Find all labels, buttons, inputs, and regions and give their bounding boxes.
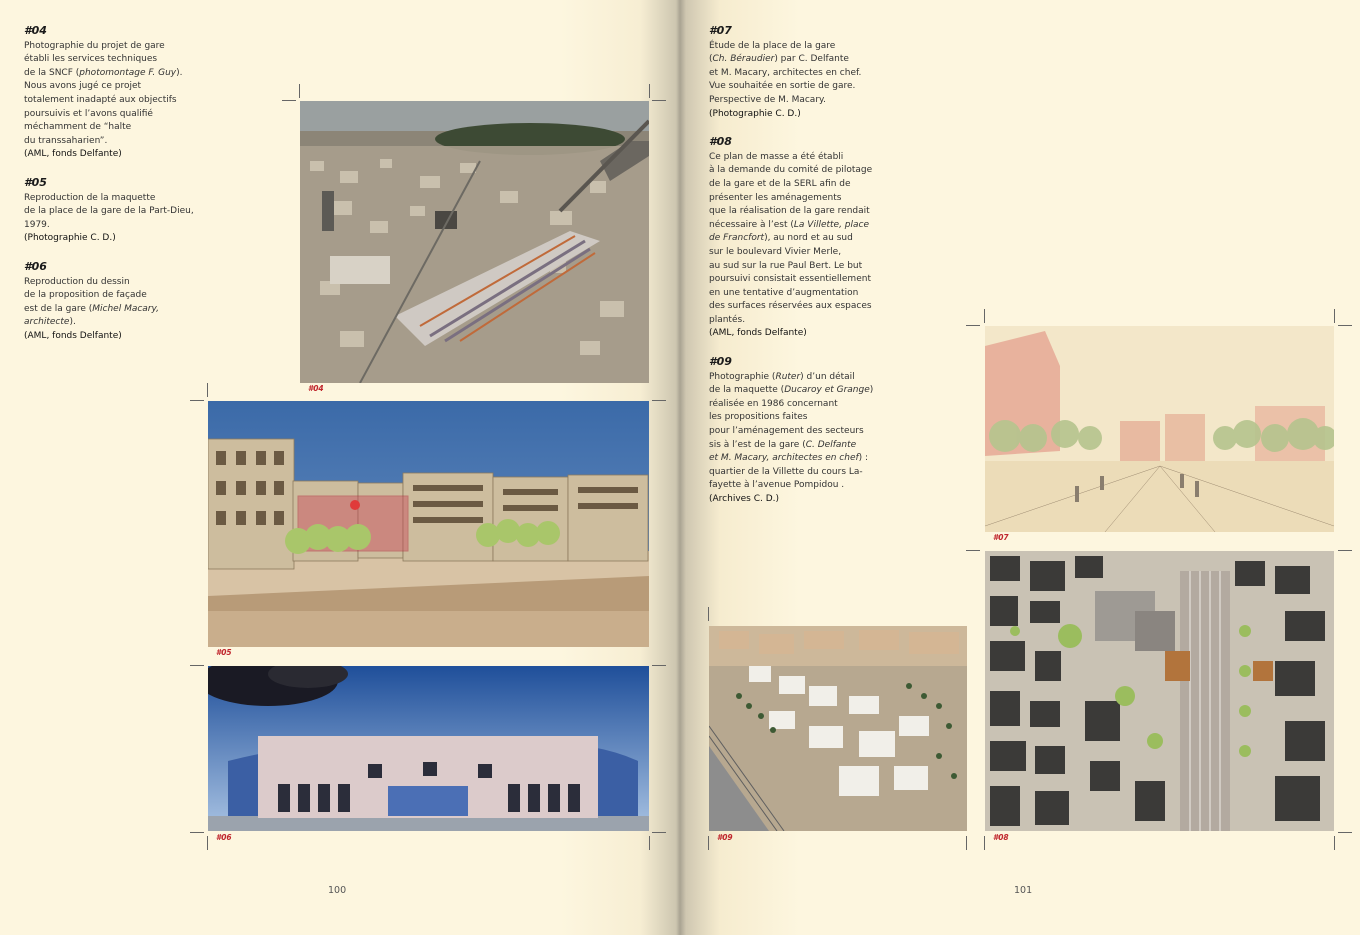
caption-line: totalement inadapté aux objectifs xyxy=(24,94,177,105)
caption-line: de la SNCF (photomontage F. Guy). xyxy=(24,67,183,78)
caption-block xyxy=(24,260,204,344)
caption-block xyxy=(709,24,909,121)
caption-line: de la proposition de façade xyxy=(24,290,147,301)
caption-line: Photographie du projet de gare xyxy=(24,40,165,51)
photo-04-aerial-view xyxy=(300,101,649,383)
caption-line: de la maquette (Ducaroy et Grange) xyxy=(709,385,874,396)
photo-08-master-plan xyxy=(985,551,1334,831)
photo-label-05: #05 xyxy=(216,648,232,657)
crop-mark xyxy=(299,84,300,98)
caption-line: établi les services techniques xyxy=(24,54,158,65)
caption-line: en une tentative d’augmentation xyxy=(709,287,859,298)
caption-line: du transsaharien”. xyxy=(24,135,108,146)
caption-number: #06 xyxy=(24,259,47,273)
caption-line: sur le boulevard Vivier Merle, xyxy=(709,246,842,257)
caption-credit: (AML, fonds Delfante) xyxy=(24,330,122,341)
crop-mark xyxy=(649,836,650,850)
caption-line: quartier de la Villette du cours La- xyxy=(709,466,863,477)
crop-mark xyxy=(966,550,980,551)
crop-mark xyxy=(190,665,204,666)
caption-line: plantés. xyxy=(709,314,746,325)
crop-mark xyxy=(1338,325,1352,326)
caption-block xyxy=(24,176,204,246)
crop-mark xyxy=(652,665,666,666)
caption-credit: (AML, fonds Delfante) xyxy=(709,328,807,339)
caption-line: Nous avons jugé ce projet xyxy=(24,81,142,92)
crop-mark xyxy=(708,836,709,850)
photo-label-07: #07 xyxy=(993,533,1009,542)
caption-number: #05 xyxy=(24,175,47,189)
photo-05-model xyxy=(208,401,649,647)
caption-block xyxy=(709,355,909,507)
caption-line: présenter les aménagements xyxy=(709,192,842,203)
caption-line: Photographie (Ruter) d’un détail xyxy=(709,371,855,382)
caption-line: Vue souhaitée en sortie de gare. xyxy=(709,81,856,92)
caption-block xyxy=(24,24,204,162)
crop-mark xyxy=(1334,309,1335,323)
caption-line: Étude de la place de la gare xyxy=(709,40,836,51)
caption-credit: (Photographie C. D.) xyxy=(709,108,801,119)
photo-06-facade-drawing xyxy=(208,666,649,831)
crop-mark xyxy=(984,836,985,850)
crop-mark xyxy=(1338,550,1352,551)
caption-line: architecte). xyxy=(24,317,76,328)
caption-line: et M. Macary, architectes en chef. xyxy=(709,67,862,78)
crop-mark xyxy=(966,325,980,326)
caption-line: fayette à l’avenue Pompidou . xyxy=(709,480,845,491)
crop-mark xyxy=(1338,832,1352,833)
caption-line: à la demande du comité de pilotage xyxy=(709,165,873,176)
crop-mark xyxy=(652,832,666,833)
left-captions xyxy=(24,24,204,357)
crop-mark xyxy=(984,309,985,323)
page-number-right: 101 xyxy=(1014,885,1033,896)
photo-label-06: #06 xyxy=(216,833,232,842)
caption-line: Reproduction du dessin xyxy=(24,276,130,287)
caption-line: nécessaire à l’est (La Villette, place xyxy=(709,219,870,230)
caption-line: poursuivis et l’avons qualifié xyxy=(24,108,153,119)
caption-line: poursuivi consistait essentiellement xyxy=(709,274,871,285)
caption-line: méchamment de “halte xyxy=(24,122,132,133)
caption-number: #08 xyxy=(709,135,732,149)
crop-mark xyxy=(1334,836,1335,850)
photo-label-09: #09 xyxy=(717,833,733,842)
photo-07-perspective-drawing xyxy=(985,326,1334,532)
caption-line: Perspective de M. Macary. xyxy=(709,94,826,105)
caption-line: au sud sur la rue Paul Bert. Le but xyxy=(709,260,863,271)
crop-mark xyxy=(708,607,709,621)
photo-label-04: #04 xyxy=(308,384,324,393)
photo-label-08: #08 xyxy=(993,833,1009,842)
caption-block xyxy=(709,135,909,341)
caption-line: de la place de la gare de la Part-Dieu, xyxy=(24,206,194,217)
caption-line: Reproduction de la maquette xyxy=(24,192,156,203)
crop-mark xyxy=(652,100,666,101)
caption-line: de Francfort), au nord et au sud xyxy=(709,233,853,244)
caption-line: 1979. xyxy=(24,219,50,230)
caption-credit: (AML, fonds Delfante) xyxy=(24,149,122,160)
photo-09-model-detail xyxy=(709,626,967,831)
caption-number: #09 xyxy=(709,355,732,369)
caption-line: que la réalisation de la gare rendait xyxy=(709,206,870,217)
caption-line: Ce plan de masse a été établi xyxy=(709,151,844,162)
caption-line: de la gare et de la SERL afin de xyxy=(709,178,851,189)
caption-line: des surfaces réservées aux espaces xyxy=(709,301,872,312)
caption-line: pour l’aménagement des secteurs xyxy=(709,426,864,437)
caption-credit: (Photographie C. D.) xyxy=(24,233,116,244)
crop-mark xyxy=(190,400,204,401)
caption-line: (Ch. Béraudier) par C. Delfante xyxy=(709,54,849,65)
caption-line: réalisée en 1986 concernant xyxy=(709,398,838,409)
crop-mark xyxy=(207,836,208,850)
caption-line: est de la gare (Michel Macary, xyxy=(24,303,159,314)
crop-mark xyxy=(966,836,967,850)
caption-number: #04 xyxy=(24,24,47,37)
crop-mark xyxy=(282,100,296,101)
page-number-left: 100 xyxy=(328,885,347,896)
caption-credit: (Archives C. D.) xyxy=(709,494,780,504)
caption-number: #07 xyxy=(709,24,732,37)
crop-mark xyxy=(649,84,650,98)
caption-line: les propositions faites xyxy=(709,412,808,423)
right-captions xyxy=(709,24,909,521)
crop-mark xyxy=(207,383,208,397)
caption-line: sis à l’est de la gare (C. Delfante xyxy=(709,439,857,450)
crop-mark xyxy=(190,832,204,833)
caption-line: et M. Macary, architectes en chef) : xyxy=(709,453,869,464)
crop-mark xyxy=(652,400,666,401)
